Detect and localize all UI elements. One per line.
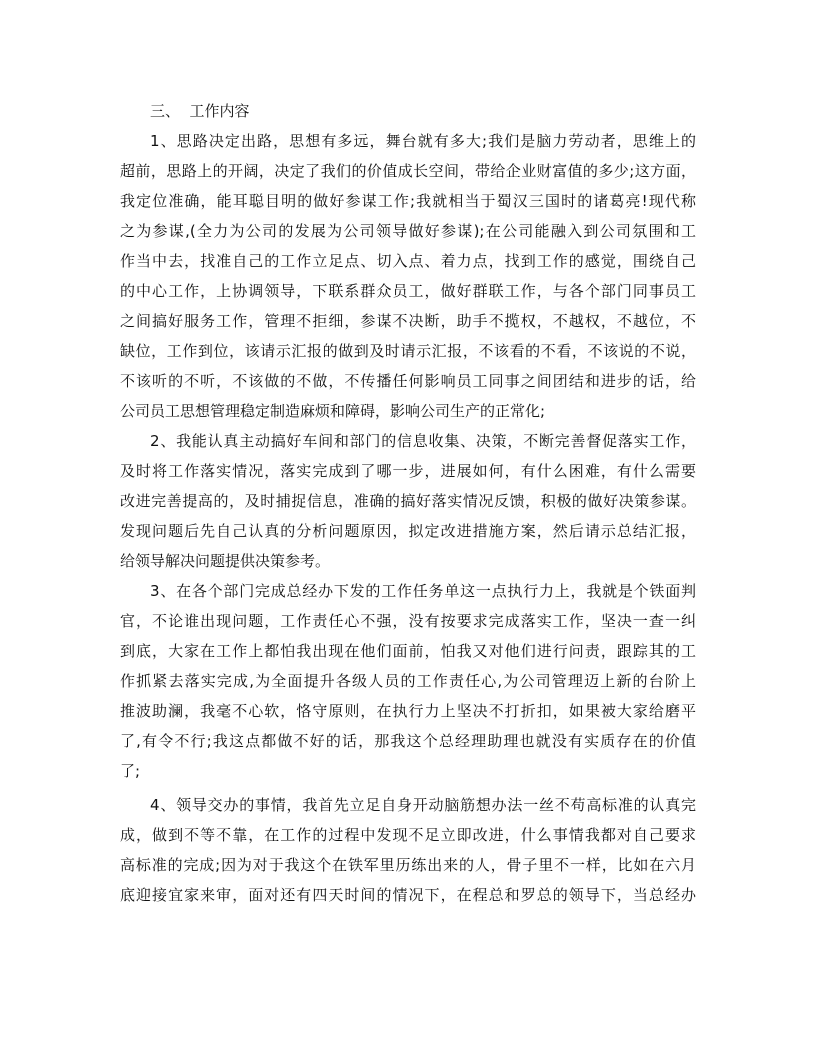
paragraph-line: 了,有令不行;我这点都做不好的话，那我这个总经理助理也就没有实质存在的价值 bbox=[120, 732, 696, 750]
section-title: 三、 工作内容 bbox=[150, 102, 250, 120]
paragraph-line: 推波助澜，我毫不心软，恪守原则，在执行力上坚决不打折扣，如果被大家给磨平 bbox=[120, 702, 696, 720]
paragraph-line: 高标准的完成;因为对于我这个在铁军里历练出来的人，骨子里不一样，比如在六月 bbox=[120, 856, 696, 874]
paragraph-3 bbox=[120, 576, 696, 786]
paragraph-line: 之间搞好服务工作，管理不拒细，参谋不决断，助手不揽权，不越权，不越位，不 bbox=[120, 312, 696, 330]
paragraph-4 bbox=[120, 790, 696, 910]
paragraph-2 bbox=[120, 426, 696, 576]
paragraph-1 bbox=[120, 126, 696, 426]
document-body bbox=[120, 96, 696, 910]
paragraph-line: 缺位，工作到位，该请示汇报的做到及时请示汇报，不该看的不看，不该说的不说， bbox=[120, 342, 696, 360]
paragraph-line: 1、思路决定出路，思想有多远，舞台就有多大;我们是脑力劳动者，思维上的 bbox=[150, 132, 696, 150]
paragraph-line: 发现问题后先自己认真的分析问题原因，拟定改进措施方案，然后请示总结汇报， bbox=[120, 522, 696, 540]
paragraph-line: 了; bbox=[120, 762, 141, 780]
paragraph-line: 作抓紧去落实完成,为全面提升各级人员的工作责任心,为公司管理迈上新的台阶上 bbox=[120, 672, 696, 690]
paragraph-line: 2、我能认真主动搞好车间和部门的信息收集、决策，不断完善督促落实工作， bbox=[150, 432, 696, 450]
paragraph-line: 给领导解决问题提供决策参考。 bbox=[120, 552, 331, 570]
paragraph-line: 不该听的不听，不该做的不做，不传播任何影响员工同事之间团结和进步的话，给 bbox=[120, 372, 696, 390]
paragraph-line: 公司员工思想管理稳定制造麻烦和障碍，影响公司生产的正常化; bbox=[120, 402, 546, 420]
paragraph-line: 到底，大家在工作上都怕我出现在他们面前，怕我又对他们进行问责，跟踪其的工 bbox=[120, 642, 696, 660]
paragraph-line: 超前，思路上的开阔，决定了我们的价值成长空间，带给企业财富值的多少;这方面， bbox=[120, 162, 696, 180]
paragraph-line: 作当中去，找准自己的工作立足点、切入点、着力点，找到工作的感觉，围绕自己 bbox=[120, 252, 696, 270]
paragraph-line: 之为参谋,(全力为公司的发展为公司领导做好参谋);在公司能融入到公司氛围和工 bbox=[120, 222, 696, 240]
paragraph-line: 官，不论谁出现问题，工作责任心不强，没有按要求完成落实工作，坚决一查一纠 bbox=[120, 612, 696, 630]
paragraph-line: 3、在各个部门完成总经办下发的工作任务单这一点执行力上，我就是个铁面判 bbox=[150, 582, 696, 600]
paragraph-line: 及时将工作落实情况，落实完成到了哪一步，进展如何，有什么困难，有什么需要 bbox=[120, 462, 696, 480]
paragraph-line: 4、领导交办的事情，我首先立足自身开动脑筋想办法一丝不苟高标准的认真完 bbox=[150, 796, 696, 814]
paragraph-list bbox=[120, 126, 696, 910]
paragraph-line: 我定位准确，能耳聪目明的做好参谋工作;我就相当于蜀汉三国时的诸葛亮!现代称 bbox=[120, 192, 696, 210]
paragraph-line: 底迎接宜家来审，面对还有四天时间的情况下，在程总和罗总的领导下，当总经办 bbox=[120, 886, 696, 904]
paragraph-line: 改进完善提高的，及时捕捉信息，准确的搞好落实情况反馈，积极的做好决策参谋。 bbox=[120, 492, 696, 510]
paragraph-line: 成，做到不等不靠，在工作的过程中发现不足立即改进，什么事情我都对自己要求 bbox=[120, 826, 696, 844]
paragraph-line: 的中心工作，上协调领导，下联系群众员工，做好群联工作，与各个部门同事员工 bbox=[120, 282, 696, 300]
